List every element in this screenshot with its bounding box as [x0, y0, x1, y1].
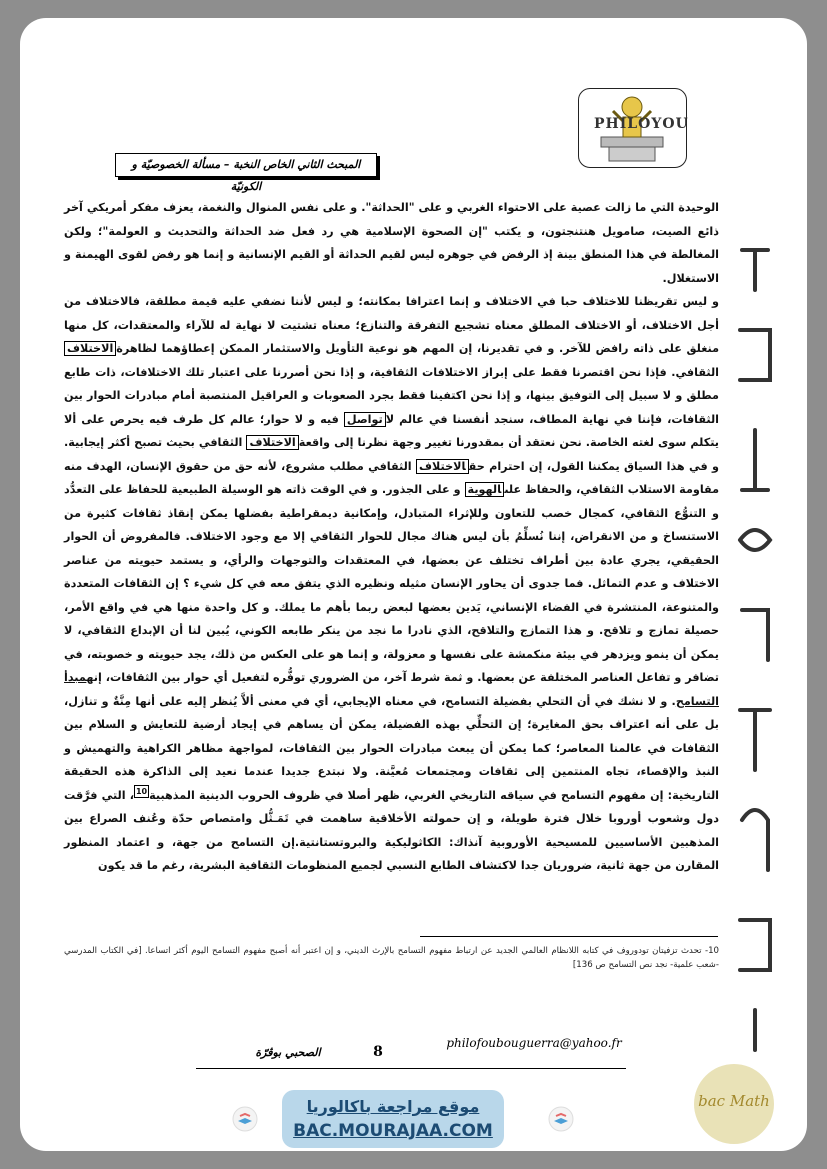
site-banner[interactable]	[282, 1090, 504, 1148]
bac-math-badge	[694, 1064, 774, 1144]
paragraph-2: و ليس تقريظنا للاختلاف حبا في الاختلاف و إنما اعترافا بمكانته؛ و ليس لأننا نضفي عليه قيمة مطلقة، فالاختلاف من أجل الاختلاف، أو الاختلاف المطلق معناه تشجيع التفرقة والتنازع؛ معناه تشتيت لا نهاية له للآراء والمعتقدات، كل منها منغلق على ذاته رافض للآخر. و في تقديرنا، إن المهم هو نوعية التأويل والاستثمار الممكن إعطاؤهما لظاهرةالاختلاف الثقافي. فإذا نحن اقتصرنا فقط على إبراز الاختلافات الثقافية، و إذا نحن أصررنا على اعتبار تلك الاختلافات، ذات طابع مطلق و لا سبيل إلى التوفيق بينها، و إذا نحن اكتفينا فقط بجرد الصعوبات و العراقيل المنتصبة أمام مبادرات الحوار بين الثقافات، فإننا في نهاية المطاف، سنجد أنفسنا في عالم لاتواصل فيه و لا حوار؛ عالم كل طرف فيه يحرص على ألا يتكلم سوى لغته الخاصة. نحن نعتقد أن بمقدورنا تغيير وجهة نظرنا إلى واقعةالاختلاف الثقافي بحيث تصبح أكثر إيجابية. و في هذا السياق يمكننا القول، إن احترام حقالاختلاف الثقافي مطلب مشروع، لأنه حق من حقوق الإنسان، الهدف منه مقاومة الاستلاب الثقافي، والحفاظ علىالهوية و على الجذور. و في الوقت ذاته هو الوسيلة الطبيعية للحفاظ على التعدُّد و التنوُّع الثقافي، كمجال خصب للتعاون وللإثراء المتبادل، وإمكانية ديمقراطية بفضلها يمكن إنقاذ ثقافات كثيرة من الاستنساخ و من الانقراض، إننا نُسلِّمُ بأن ليس هناك مجال للحوار الثقافي إلا مع وجود الاختلاف. فالمفروض أن الحوار الحقيقي، يجري عادة بين أطراف تختلف عن بعضها، في المعتقدات والتوجهات والرأي، و يستمد حيويته من عناصر الاختلاف و عدم التماثل. فما جدوى أن يحاور الإنسان مثيله ونظيره الذي يتفق معه في كل شيء ؟ إن الثقافات المتعددة والمتنوعة، المنتشرة في الفضاء الإنساني، يَدين بعضها لبعض ربما بأهم ما يملك. و كل واحدة منها هي في واقع الأمر، حصيلة تمازج و تلاقح. و هذا التمازج والتلاقح، الذي نادرا ما نجد من ينكر طابعه الكوني، يُبين لنا أن الإبداع الثقافي، لا يمكن أن ينمو ويزدهر في بيئة منكمشة على نفسها و معزولة، و إنما هو على العكس من ذلك، يجد حيويته و خصوبته، في تضافر و تفاعل العناصر المختلفة عن بعضها. و ثمة شرط آخر، من الضروري توفُّره لتفعيل أي حوار بين الثقافات، إنهمبدأ التسامح. و لا نشك في أن التحلي بفضيلة التسامح، في معناه الإيجابي، أي في معنى ألاَّ يُنظر إليه على أنها مِنَّةٌ و تنازل، بل على أنه اعتراف بحق المغايرة؛ إن التحلِّي بهذه الفضيلة، يمكن أن يساهم في إيجاد أرضية للتعايش و السلام بين الثقافات في عالمنا المعاصر؛ كما يمكن أن يبعث مبادرات الحوار بين الثقافات، لمواجهة مظاهر الكراهية والتهميش و النبذ والإقصاء، تجاه المنتمين إلى ثقافات ومجتمعات مُعيَّنة. ولا نبتدع جديدا عندما نعيد إلى الذاكرة هذه الحقيقة التاريخية: إن مفهوم التسامح في سياقه التاريخي الغربي، ظهر أصلا في ظروف الحروب الدينية المذهبية10، التي فرَّقت دول وشعوب أوروبا خلال فترة طويلة، و إن حمولته الأخلاقية ساهمت في تَمَـثُّل وامتصاص حدّة وعُنف الصراع بين المذهبين الأساسيين للمسيحية الأوروبية آنذاك: الكاثوليكية والبروتستانتية.إن التسامح من جهة، و اعتماد المنظور المقارن من جهة ثانية، ضروريان جدا لاكتشاف الطابع النسبي لجميع المنظومات الثقافية البشرية، رغم ما قد يكون	[64, 295, 720, 872]
book-logo-icon	[548, 1106, 574, 1132]
paragraph-1: الوحيدة التي ما زالت عصية على الاحتواء الغربي و على "الحداثة". و على نفس المنوال والنغمة، يعزف مفكر أمريكي آخر ذائع الصيت، صامويل هنتنجتون، و يكتب "إن الصحوة الإسلامية هي رد فعل ضد الحداثة والتحديث و العولمة"؛ ولكن المغالطة في هذا المنطق بينة إذ الرفض في جوهره ليس لقيم الحداثة أو القيم الإنسانية و إنما هو رفض لقوى الهيمنة و الاستغلال.	[64, 201, 719, 285]
main-body-text	[64, 196, 719, 878]
boxed-term: الاختلاف	[416, 459, 469, 474]
boxed-term: تواصل	[344, 412, 386, 427]
bac-math-label: bac Math	[698, 1092, 770, 1110]
banner-arabic-link[interactable]: موقع مراجعة باكالوريا	[306, 1097, 480, 1116]
boxed-term: الاختلاف	[246, 435, 298, 450]
logo-wordmark: PHILOYOU	[594, 116, 689, 132]
footnote-reference[interactable]: 10	[135, 786, 148, 796]
section-header: المبحث الثاني الخاص النخبة – مسألة الخصوصيّة و الكونيّة	[115, 153, 377, 177]
footer-divider	[196, 1068, 626, 1069]
page-number: 8	[373, 1044, 383, 1060]
footnote-divider	[420, 936, 718, 937]
author-email: philofoubouguerra@yahoo.fr	[446, 1036, 622, 1050]
author-name: الصحبي بوڤرّة	[255, 1046, 321, 1059]
banner-url-link[interactable]: BAC.MOURAJAA.COM	[293, 1121, 493, 1141]
underlined-term: مبدأ التسامح	[64, 671, 719, 708]
book-logo-icon	[232, 1106, 258, 1132]
footnote-text: 10- تحدث تزفيتان تودوروف في كتابه اللانظام العالمي الجديد عن ارتباط مفهوم التسامح بالإرث الديني، و إن اعتبر أنه أصبح مفهوم التسامح اليوم أكثر اتساعا. [في الكتاب المدرسي -شعب علمية- نجد نص التسامح ص 136]	[64, 946, 719, 970]
boxed-term: الهوية	[465, 482, 505, 497]
boxed-term: الاختلاف	[64, 341, 116, 356]
side-calligraphy-decoration	[730, 230, 780, 1060]
